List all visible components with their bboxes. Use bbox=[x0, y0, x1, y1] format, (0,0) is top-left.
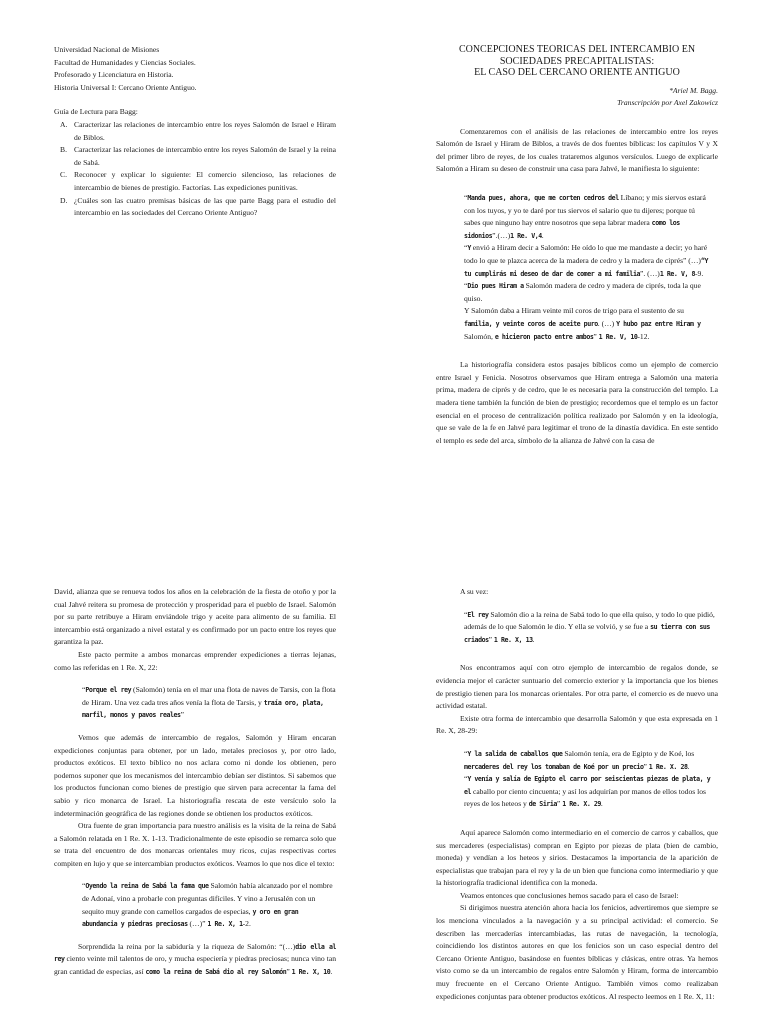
quote-text: Salomón, bbox=[464, 331, 495, 341]
bible-quote bbox=[464, 609, 718, 647]
article-transcription: Transcripción por Axel Zakowicz bbox=[617, 98, 718, 108]
bible-quote bbox=[464, 773, 718, 811]
guide-item-text: Reconocer y explicar lo siguiente: El comercio silencioso, las relaciones de intercambio de bienes de prestigio. Factorías. Las expediciones punitivas. bbox=[74, 170, 336, 192]
quote-reference: 1 Re. X. 28 bbox=[648, 762, 688, 771]
bible-quote bbox=[464, 305, 710, 343]
quote-text: . bbox=[532, 634, 535, 644]
quote-emphasis: Y venía y salía de Egipto el carro por seiscientas piezas de plata, y el bbox=[464, 775, 711, 796]
quote-emphasis: mercaderes del rey los tomaban de Koé por un precio bbox=[464, 762, 644, 771]
guide-item-marker: C. bbox=[60, 170, 67, 180]
quote-emphasis: dio ella al rey bbox=[54, 942, 336, 964]
quote-emphasis: su tierra con sus criados bbox=[464, 623, 710, 644]
quote-emphasis: como la reina de Sabá dio al rey Salomón bbox=[145, 968, 287, 977]
guide-item-text: Caracterizar las relaciones de intercambio entre los reyes Salomón de Israel e Hiram de Biblos. bbox=[74, 119, 336, 142]
paragraph: A su vez: bbox=[460, 587, 489, 596]
article-title-line: CONCEPCIONES TEÓRICAS DEL INTERCAMBIO EN bbox=[458, 44, 696, 55]
quote-emphasis: Manda pues, ahora, que me corten cedros del bbox=[467, 194, 619, 203]
quote-text: ” bbox=[593, 331, 599, 341]
quote-text: Salomón madera de cedro y madera de ciprés, toda la que quiso. bbox=[464, 281, 701, 303]
header-line-course: Historia Universal I: Cercano Oriente Antiguo. bbox=[54, 82, 197, 92]
header-line-program: Profesorado y Licenciatura en Historia. bbox=[54, 70, 174, 80]
quote-text: . bbox=[600, 799, 603, 809]
quote-text: . bbox=[541, 230, 544, 240]
quote-text: “ bbox=[464, 193, 468, 203]
quote-text: ” bbox=[556, 799, 563, 809]
paragraph-text: Sorprendida la reina por la sabiduría y la riqueza de Salomón: “(…) bbox=[78, 941, 296, 951]
quote-emphasis: Y la salida de caballos que bbox=[467, 749, 563, 758]
paragraph: David, alianza que se renueva todos los años en la celebración de la fiesta de otoño y por la cual Jahvé reitera su promesa de protección y prosperidad para el pueblo de Israel. Salomón por su parte retribuye a Hiram enviándole trigo y aceite para alimento de su familia. El intercambio está organizado a nivel estatal y es confirmado por un pacto entre los reyes que garantiza la paz. bbox=[54, 587, 336, 647]
quote-text: “ bbox=[464, 281, 468, 291]
guide-title: Guía de Lectura para Bagg: bbox=[54, 107, 138, 117]
article-title bbox=[436, 44, 718, 79]
article-title-line: SOCIEDADES PRECAPITALISTAS: bbox=[499, 55, 655, 67]
guide-item-marker: B. bbox=[60, 145, 67, 155]
quote-reference: 1 Re. X, 1 bbox=[207, 920, 243, 929]
guide-item bbox=[54, 169, 336, 194]
paragraph: La historiografía considera estos pasajes bíblicos como un ejemplo de comercio entre Israel y Fenicia. Nosotros observamos que Hiram entrega a Salomón una materia prima, madera de ciprés y de cedro, que le es necesaria para la construcción del templo. La madera tiene también la función de bien de prestigio; recordemos que el templo es un factor esencial en el proceso de centralización política realizado por Salomón y en la ideología, que se vale de la fe en Jahvé para legitimar el trono de la dinastía davídica. En este sentido el templo es sede del arca, símbolo de la alianza de Jahvé con la casa de bbox=[436, 360, 718, 445]
paragraph: Este pacto permite a ambos monarcas emprender expediciones a tierras lejanas, como las referidas en 1 Re. X, 22: bbox=[54, 649, 336, 672]
article-page-3 bbox=[436, 586, 718, 1003]
reading-guide-panel bbox=[54, 44, 336, 220]
paragraph: Nos encontramos aquí con otro ejemplo de intercambio de regalos donde, se evidencia mejor el carácter suntuario del comercio exterior y la importancia que los bienes de prestigio tienen para los monarcas orientales. Por otra parte, el comercio es de nuevo una actividad estatal. bbox=[436, 663, 718, 711]
paragraph: Si dirigimos nuestra atención ahora hacia los fenicios, advertiremos que siempre se los menciona vinculados a la navegación y a su principal actividad: el comercio. Se describen las mercaderías intercambiadas, las rutas de navegación, la tecnología, coincidiendo los distintos autores en que los fenicios son un caso especial dentro del Cercano Oriente Antiguo, basándose en fuentes bíblicas y clásicas, entre otras. Ya hemos visto como se da un intercambio de regalos entre Salomón y Hiram, forma de intercambio muy frecuente en el Cercano Oriente Antiguo. También vimos como realizaban expediciones conjuntas para obtener productos exóticos. Al respecto leemos en 1 Re. X, 11: bbox=[436, 903, 718, 1001]
header-line-faculty: Facultad de Humanidades y Ciencias Sociales. bbox=[54, 57, 196, 67]
guide-item bbox=[54, 144, 336, 169]
quote-emphasis: Y hubo paz entre Hiram y bbox=[616, 320, 701, 328]
header-line-university: Universidad Nacional de Misiones bbox=[54, 45, 160, 54]
quote-text: -9. bbox=[695, 268, 704, 278]
quote-reference: 1 Re. V, 8 bbox=[659, 269, 696, 278]
article-page-2 bbox=[54, 586, 336, 979]
quote-text: -12. bbox=[637, 331, 650, 341]
quote-text: Salomón había alcanzado por el nombre de Adonaí, vino a probarle con preguntas difíciles. Y vino a Jerusalén con un sequito muy grande con camellos cargados de especias, bbox=[82, 881, 333, 916]
quote-text: -2. bbox=[242, 919, 251, 929]
quote-text: “ bbox=[464, 609, 468, 619]
quote-text: Líbano; y mis siervos estará con los tuyos, y yo te daré por tus siervos el salario que tu dijeres; porque tú sabes que ninguno hay entre nosotros que sepa labrar madera bbox=[464, 193, 706, 228]
quote-text: ”. (…) bbox=[640, 268, 660, 278]
bible-quote bbox=[464, 242, 710, 280]
quote-text: ”.(…) bbox=[492, 230, 511, 240]
quote-text: Salomón dio a la reina de Sabá todo lo que ella quiso, y todo lo que pidió, además de lo que Salomón le dio. Y ella se volvió, y se fue a bbox=[464, 609, 715, 632]
quote-text: “ bbox=[464, 243, 468, 253]
bible-quote bbox=[82, 880, 336, 930]
guide-item bbox=[54, 119, 336, 144]
quote-emphasis: traía oro, plata, marfil, monos y pavos reales bbox=[82, 698, 324, 720]
quote-text: (…)” bbox=[187, 919, 208, 929]
quote-text: Salomón tenía, era de Egipto y de Koé, los bbox=[562, 748, 695, 758]
article-title-line: EL CASO DEL CERCANO ORIENTE ANTIGUO bbox=[474, 67, 680, 78]
quote-reference: 1 Re. X, 13 bbox=[493, 635, 533, 644]
paragraph: Otra fuente de gran importancia para nuestro análisis es la visita de la reina de Sabá a Salomón relatada en 1 Re. X. 1-13. Tradicionalmente de este episodio se remarca solo que se trata del encuentro de dos monarcas orientales muy ricos, cujas respectivas cortes compiten en lujo y que se intercambian productos exóticos. Veamos lo que nos dice el texto: bbox=[54, 821, 336, 868]
guide-item-text: Caracterizar las relaciones de intercambio entre los reyes Salomón de Israel y la reina de Sabá. bbox=[74, 145, 336, 167]
quote-text: “ bbox=[82, 685, 86, 695]
paragraph bbox=[54, 941, 336, 979]
quote-text: caballo por ciento cincuenta; y así los adquirían por manos de ellos todos los reyes de los heteos y bbox=[464, 786, 706, 809]
paragraph: Vemos que además de intercambio de regalos, Salomón y Hiram encaran expediciones conjuntas para obtener, por un lado, metales preciosos y, por otro lado, productos exóticos. El texto bíblico no nos aclara como ni donde los obtienen, pero podemos suponer que los mecanismos del intercambio debían ser distintos. Si sabemos que los productos funcionan como bienes de prestigio que sirven para acrecentar la fama del sabio y rico monarca de Israel. La historiografía rescata de este versículo solo la indeterminación geográfica de las regiones donde se obtienen los productos exóticos. bbox=[54, 732, 336, 818]
quote-text: “ bbox=[82, 881, 86, 891]
bible-quote bbox=[464, 192, 710, 242]
quote-reference: 1 Re. V, 10 bbox=[598, 332, 638, 341]
quote-text: (Salomón) tenía en el mar una flota de naves de Tarsis, con la flota de Hiram. Una vez cada tres años venía la flota de Tarsis, y bbox=[82, 685, 336, 707]
article-author: *Ariel M. Bagg. bbox=[669, 85, 718, 95]
quote-text: “ bbox=[464, 748, 468, 758]
quote-text: Y Salomón daba a Hiram veinte mil coros de trigo para el sustento de su bbox=[464, 306, 684, 316]
quote-text: “ bbox=[464, 774, 468, 784]
quote-emphasis: de Siria bbox=[528, 800, 557, 809]
quote-emphasis: El rey bbox=[467, 610, 489, 619]
quote-text: . bbox=[687, 761, 690, 771]
quote-emphasis: como los sidonios bbox=[464, 219, 680, 240]
bible-quote bbox=[82, 684, 336, 722]
quote-reference: 1 Re. X. 29 bbox=[562, 800, 601, 809]
guide-item-marker: D. bbox=[60, 195, 68, 205]
quote-text: . (…) bbox=[597, 319, 617, 328]
quote-text: ” bbox=[488, 634, 494, 644]
paragraph-text: . bbox=[330, 967, 333, 977]
quote-emphasis: Oyendo la reina de Sabá la fama que bbox=[85, 882, 209, 891]
bible-quote bbox=[464, 280, 710, 305]
paragraph: Comenzaremos con el análisis de las relaciones de intercambio entre los reyes Salomón de Israel y Hiram de Biblos, a través de dos fuentes bíblicas: los capítulos V y X del primer libro de reyes, de los cuales trataremos algunos versículos. Luego de explicarle Salomón a Hiram su deseo de construir una casa para Jahvé, le manifiesta lo siguiente: bbox=[436, 126, 718, 174]
paragraph-text: ” bbox=[286, 967, 292, 977]
quote-emphasis: Dio pues Hiram a bbox=[467, 282, 524, 291]
bible-quote bbox=[464, 748, 718, 773]
quote-text: ” bbox=[180, 710, 184, 720]
quote-emphasis: Porque el rey bbox=[85, 686, 132, 695]
quote-reference: 1 Re. X, 10 bbox=[291, 968, 331, 977]
paragraph: Existe otra forma de intercambio que desarrolla Salomón y que esta expresada en 1 Re. X, 28-29: bbox=[436, 713, 718, 736]
quote-emphasis: Y bbox=[467, 244, 471, 253]
article-page-1 bbox=[436, 44, 718, 447]
quote-emphasis: y oro en gran abundancia y piedras preciosas bbox=[82, 907, 299, 929]
guide-item-text: ¿Cuáles son las cuatro premisas básicas de las que parte Bagg para el estudio del intercambio en las sociedades del Cercano Oriente Antiguo? bbox=[74, 195, 336, 218]
guide-list bbox=[54, 119, 336, 220]
quote-emphasis: “Y tu cumplirás mi deseo de dar de comer a mi familia bbox=[464, 257, 709, 278]
paragraph: Veamos entonces que conclusiones hemos sacado para el caso de Israel: bbox=[460, 890, 679, 900]
reading-guide bbox=[54, 106, 336, 219]
quote-emphasis: familia, y veinte coros de aceite puro bbox=[464, 320, 598, 328]
quote-text: ” bbox=[643, 761, 649, 771]
quote-emphasis: e hicieron pacto entre ambos bbox=[494, 332, 594, 341]
guide-item-marker: A. bbox=[60, 119, 68, 129]
guide-item bbox=[54, 195, 336, 220]
quote-reference: 1 Re. V,4 bbox=[510, 231, 542, 240]
paragraph: Aquí aparece Salomón como intermediario en el comercio de carros y caballos, que sus mercaderes (especialistas) compran en Egipto por piezas de plata (bien de cambio, moneda) y vendían a los heteos y sirios. Destacamos la importancia de la aparición de especialistas que trabajan para el rey y la de un bien que funciona como intermediario y que la historiografía tradicional identifica con la moneda. bbox=[436, 827, 718, 888]
quote-text: envió a Hiram decir a Salomón: He oído lo que me mandaste a decir; yo haré todo lo que te plazca acerca de la madera de cedro y la madera de ciprés” (…) bbox=[464, 243, 708, 266]
paragraph-text: ciento veinte mil talentos de oro, y mucha especiería y piedras preciosas; nunca vino tan gran cantidad de especias, así bbox=[54, 954, 336, 977]
